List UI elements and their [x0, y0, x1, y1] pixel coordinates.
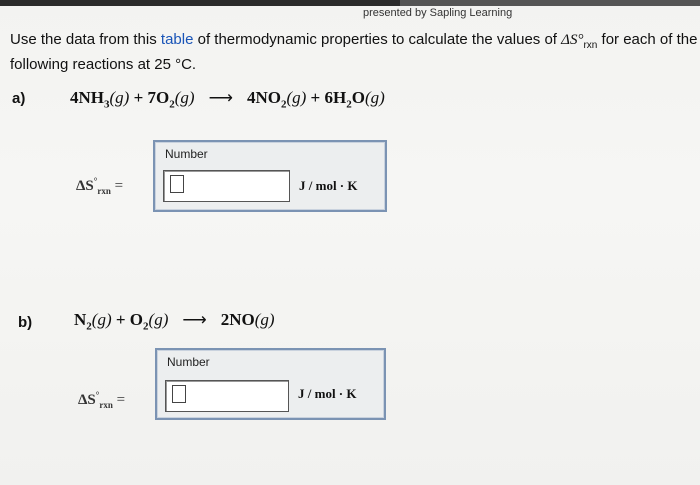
- reactant-2-phase: (g): [174, 88, 195, 107]
- equals-sign: =: [116, 392, 126, 408]
- prompt-text-start: Use the data from this: [10, 31, 161, 48]
- reactant-1-sub: 3: [104, 98, 110, 111]
- unit-label-a: J / mol · K: [299, 178, 358, 193]
- presented-by-text: presented by Sapling Learning: [363, 7, 513, 19]
- plus-sign: +: [115, 310, 126, 329]
- product-2-sub: 2: [346, 98, 352, 111]
- table-link[interactable]: table: [160, 31, 194, 48]
- rxn-subscript: rxn: [97, 186, 111, 196]
- product-2-coef: 6: [324, 88, 333, 107]
- answer-input-b[interactable]: [172, 385, 186, 403]
- number-label-a: Number: [165, 147, 208, 161]
- unit-label-b: J / mol · K: [298, 386, 357, 401]
- reactant-1-phase: (g): [109, 88, 130, 107]
- answer-field-b[interactable]: [165, 380, 289, 412]
- reactant-1-formula: N: [74, 310, 87, 329]
- product-2-extra: O: [351, 88, 365, 107]
- number-label-b: Number: [167, 355, 210, 369]
- reactant-2-sub: 2: [169, 98, 175, 111]
- reactant-1-coef: 4: [70, 88, 79, 107]
- prompt-text-end: for each of the following reactions at 25 °C.: [10, 31, 698, 73]
- answer-field-a[interactable]: [163, 170, 290, 202]
- product-1-formula: NO: [255, 88, 281, 107]
- part-a-label: a): [12, 90, 26, 107]
- plus-sign: +: [310, 88, 321, 107]
- part-b-label: b): [18, 314, 33, 331]
- reactant-2-coef: 7: [147, 88, 157, 107]
- degree-superscript: °: [93, 176, 98, 186]
- rxn-subscript: rxn: [99, 400, 113, 410]
- answer-panel-b: [155, 348, 386, 420]
- reaction-arrow: ⟶: [208, 88, 233, 107]
- product-1-coef: 4: [246, 88, 256, 107]
- reactant-1-phase: (g): [91, 310, 112, 329]
- reactant-2-phase: (g): [148, 310, 169, 329]
- delta-s-label-b: [78, 390, 125, 410]
- reactant-1-sub: 2: [86, 320, 92, 333]
- reaction-arrow: ⟶: [182, 310, 207, 329]
- delta-s-symbol: ΔS: [76, 178, 94, 194]
- product-1-sub: 2: [280, 98, 287, 111]
- equals-sign: =: [114, 178, 124, 194]
- prompt-delta-s-symbol: ΔS°: [561, 32, 584, 48]
- prompt-rxn-subscript: rxn: [583, 40, 598, 51]
- plus-sign: +: [133, 88, 144, 107]
- top-bar-accent: [400, 0, 700, 6]
- product-1-phase: (g): [286, 88, 307, 107]
- reaction-a-equation: [70, 88, 385, 110]
- product-1-formula: NO: [229, 310, 255, 329]
- prompt-text-middle: of thermodynamic properties to calculate the values of: [193, 31, 562, 48]
- question-prompt: [10, 30, 698, 74]
- reactant-2-sub: 2: [143, 320, 149, 333]
- answer-panel-a: [153, 140, 387, 212]
- product-1-coef: 2: [220, 310, 230, 329]
- product-1-phase: (g): [254, 310, 275, 329]
- degree-superscript: °: [95, 390, 100, 400]
- delta-s-symbol: ΔS: [78, 392, 96, 408]
- reactant-2-formula: O: [156, 88, 170, 107]
- reactant-1-formula: NH: [78, 88, 104, 107]
- reactant-2-formula: O: [129, 310, 144, 329]
- delta-s-label-a: [76, 176, 123, 196]
- product-2-formula: H: [332, 88, 347, 107]
- reaction-b-equation: [74, 310, 275, 332]
- answer-input-a[interactable]: [170, 175, 184, 193]
- product-2-phase: (g): [364, 88, 385, 107]
